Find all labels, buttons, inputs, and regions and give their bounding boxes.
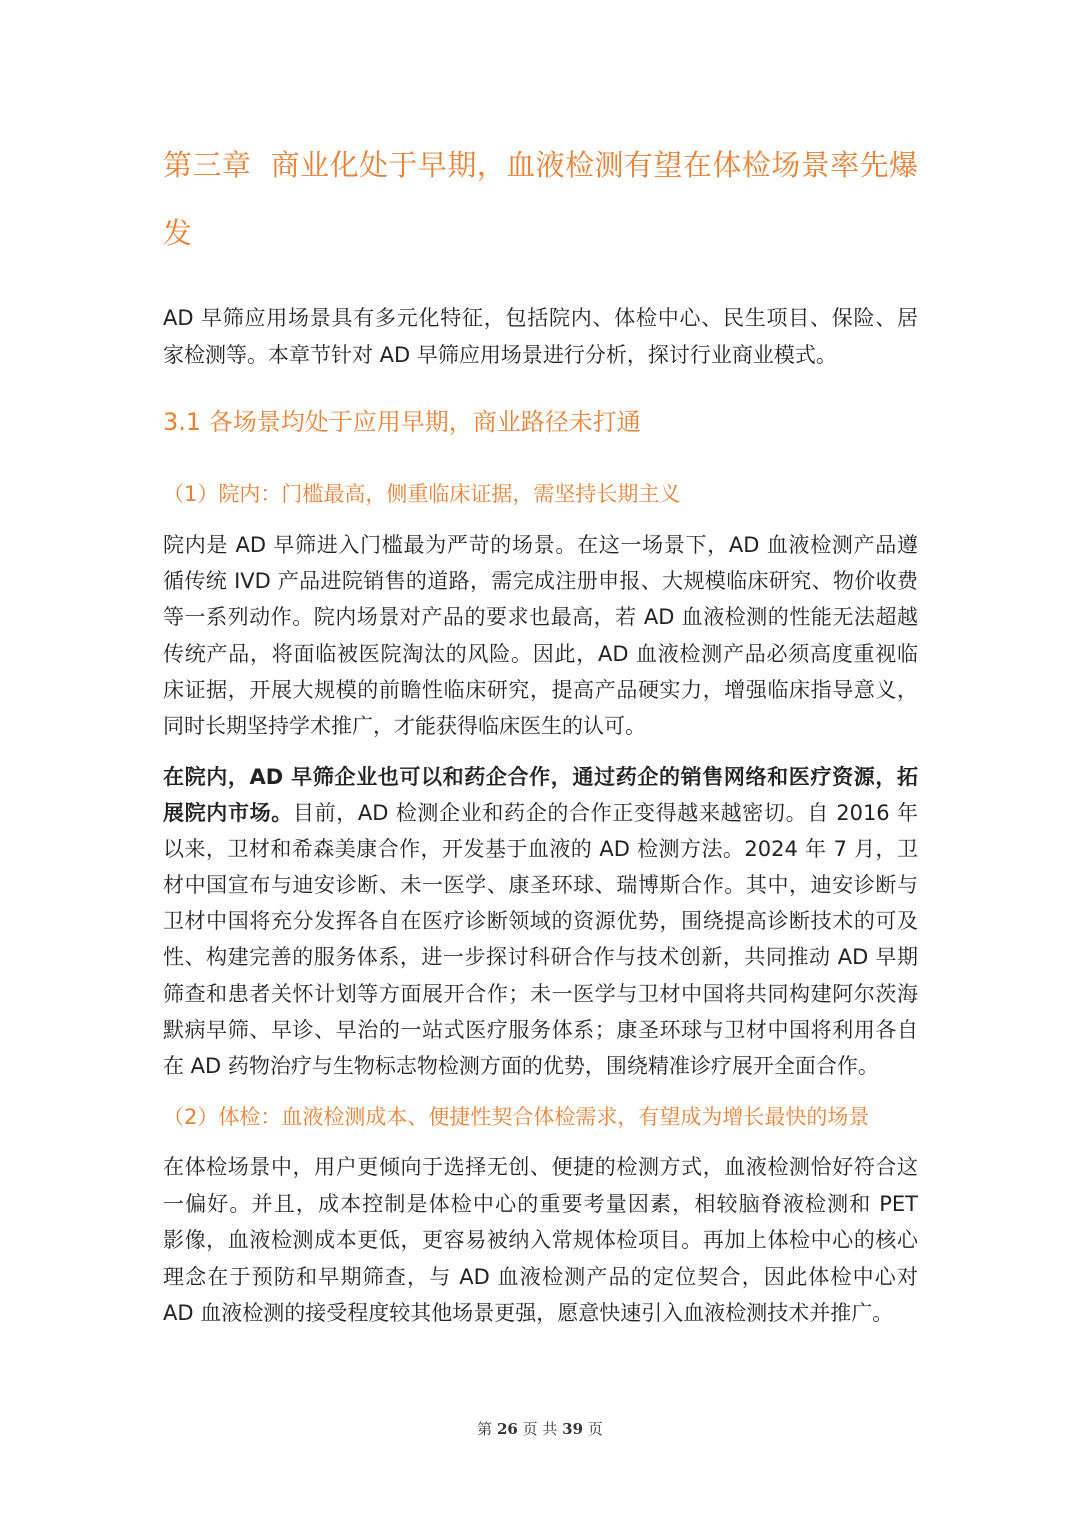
- subsection-heading-2: [163, 1099, 918, 1135]
- text-line: [163, 1048, 918, 1084]
- text-line: [163, 831, 918, 867]
- text-line: [163, 903, 918, 939]
- text-line: [163, 1222, 918, 1259]
- intro-paragraph: [163, 300, 918, 374]
- paragraph-hospital: [163, 527, 918, 744]
- text-segment: 床证据，开展大规模的前瞻性临床研究，提高产品硬实力，增强临床指导意义，: [163, 677, 918, 702]
- text-line: [163, 300, 918, 337]
- text-line: [163, 337, 918, 374]
- text-segment: 家检测等。本章节针对 AD 早筛应用场景进行分析，探讨行业商业模式。: [163, 343, 837, 367]
- text-line: [163, 976, 918, 1012]
- text-segment: AD 早筛应用场景具有多元化特征，包括院内、体检中心、民生项目、保险、居: [163, 306, 918, 330]
- text-segment: 默病早筛、早诊、早治的一站式医疗服务体系；康圣环球与卫材中国将利用各自: [163, 1017, 918, 1042]
- section-heading-3-1: [163, 404, 918, 440]
- subsection-heading-1: [163, 476, 918, 512]
- text-segment: 院内是 AD 早筛进入门槛最为严苛的场景。在这一场景下，AD 血液检测产品遵: [163, 533, 918, 557]
- chapter-title: [163, 131, 918, 267]
- paragraph-physical-exam: [163, 1149, 918, 1332]
- text-line: [163, 563, 918, 599]
- footer-middle: 页 共: [522, 1420, 558, 1438]
- footer-suffix: 页: [587, 1420, 603, 1438]
- text-line: [163, 939, 918, 975]
- paragraph-pharma-cooperation: [163, 759, 918, 1084]
- text-segment: 在体检场景中，用户更倾向于选择无创、便捷的检测方式，血液检测恰好符合这: [163, 1155, 918, 1179]
- text-segment: 材中国宣布与迪安诊断、未一医学、康圣环球、瑞博斯合作。其中，迪安诊断与: [163, 873, 918, 898]
- text-segment: 性、构建完善的服务体系，进一步探讨科研合作与技术创新，共同推动 AD 早期: [163, 945, 918, 970]
- text-line: [163, 199, 918, 267]
- text-line: [163, 672, 918, 708]
- text-line: [163, 1012, 918, 1048]
- text-segment: 等一系列动作。院内场景对产品的要求也最高，若 AD 血液检测的性能无法超越: [163, 605, 918, 630]
- text-line: [163, 1259, 918, 1296]
- bold-text: 在院内，AD 早筛企业也可以和药企合作，通过药企的销售网络和医疗资源，拓: [163, 765, 918, 789]
- text-segment: 循传统 IVD 产品进院销售的道路，需完成注册申报、大规模临床研究、物价收费: [163, 569, 918, 594]
- total-pages: 39: [562, 1420, 584, 1438]
- text-segment: AD 血液检测的接受程度较其他场景更强，愿意快速引入血液检测技术并推广。: [163, 1301, 894, 1325]
- text-segment: 目前，AD 检测企业和药企的合作正变得越来越密切。自 2016 年: [292, 801, 918, 826]
- footer-prefix: 第: [477, 1420, 493, 1438]
- page-footer: [0, 1417, 1080, 1441]
- text-line: [163, 708, 918, 744]
- bold-text: 展院内市场。: [163, 801, 293, 826]
- subsection-heading-text: （2）体检：血液检测成本、便捷性契合体检需求，有望成为增长最快的场景: [163, 1105, 870, 1129]
- text-line: [163, 867, 918, 903]
- text-line: [163, 599, 918, 635]
- page-number: 26: [496, 1420, 518, 1438]
- text-segment: 第三章 商业化处于早期，血液检测有望在体检场景率先爆: [163, 148, 918, 182]
- text-segment: 以来，卫材和希森美康合作，开发基于血液的 AD 检测方法。2024 年 7 月，卫: [163, 837, 918, 862]
- text-line: [163, 131, 918, 199]
- subsection-heading-text: （1）院内：门槛最高，侧重临床证据，需坚持长期主义: [163, 482, 681, 506]
- text-segment: 理念在于预防和早期筛查，与 AD 血液检测产品的定位契合，因此体检中心对: [163, 1264, 918, 1289]
- text-segment: 影像，血液检测成本更低，更容易被纳入常规体检项目。再加上体检中心的核心: [163, 1228, 918, 1252]
- text-line: [163, 1186, 918, 1223]
- text-segment: 一偏好。并且，成本控制是体检中心的重要考量因素，相较脑脊液检测和 PET: [163, 1191, 918, 1216]
- text-line: [163, 527, 918, 563]
- text-segment: 同时长期坚持学术推广，才能获得临床医生的认可。: [163, 714, 646, 739]
- text-segment: 发: [163, 216, 193, 250]
- text-line: [163, 759, 918, 795]
- text-line: [163, 795, 918, 831]
- section-heading-text: 3.1 各场景均处于应用早期，商业路径未打通: [163, 408, 641, 436]
- text-line: [163, 1149, 918, 1186]
- text-line: [163, 1295, 918, 1332]
- text-line: [163, 636, 918, 672]
- text-segment: 在 AD 药物治疗与生物标志物检测方面的优势，围绕精准诊疗展开全面合作。: [163, 1053, 879, 1078]
- text-segment: 卫材中国将充分发挥各自在医疗诊断领域的资源优势，围绕提高诊断技术的可及: [163, 909, 918, 934]
- text-segment: 传统产品，将面临被医院淘汰的风险。因此，AD 血液检测产品必须高度重视临: [163, 641, 918, 666]
- text-segment: 筛查和患者关怀计划等方面展开合作；未一医学与卫材中国将共同构建阿尔茨海: [163, 981, 918, 1006]
